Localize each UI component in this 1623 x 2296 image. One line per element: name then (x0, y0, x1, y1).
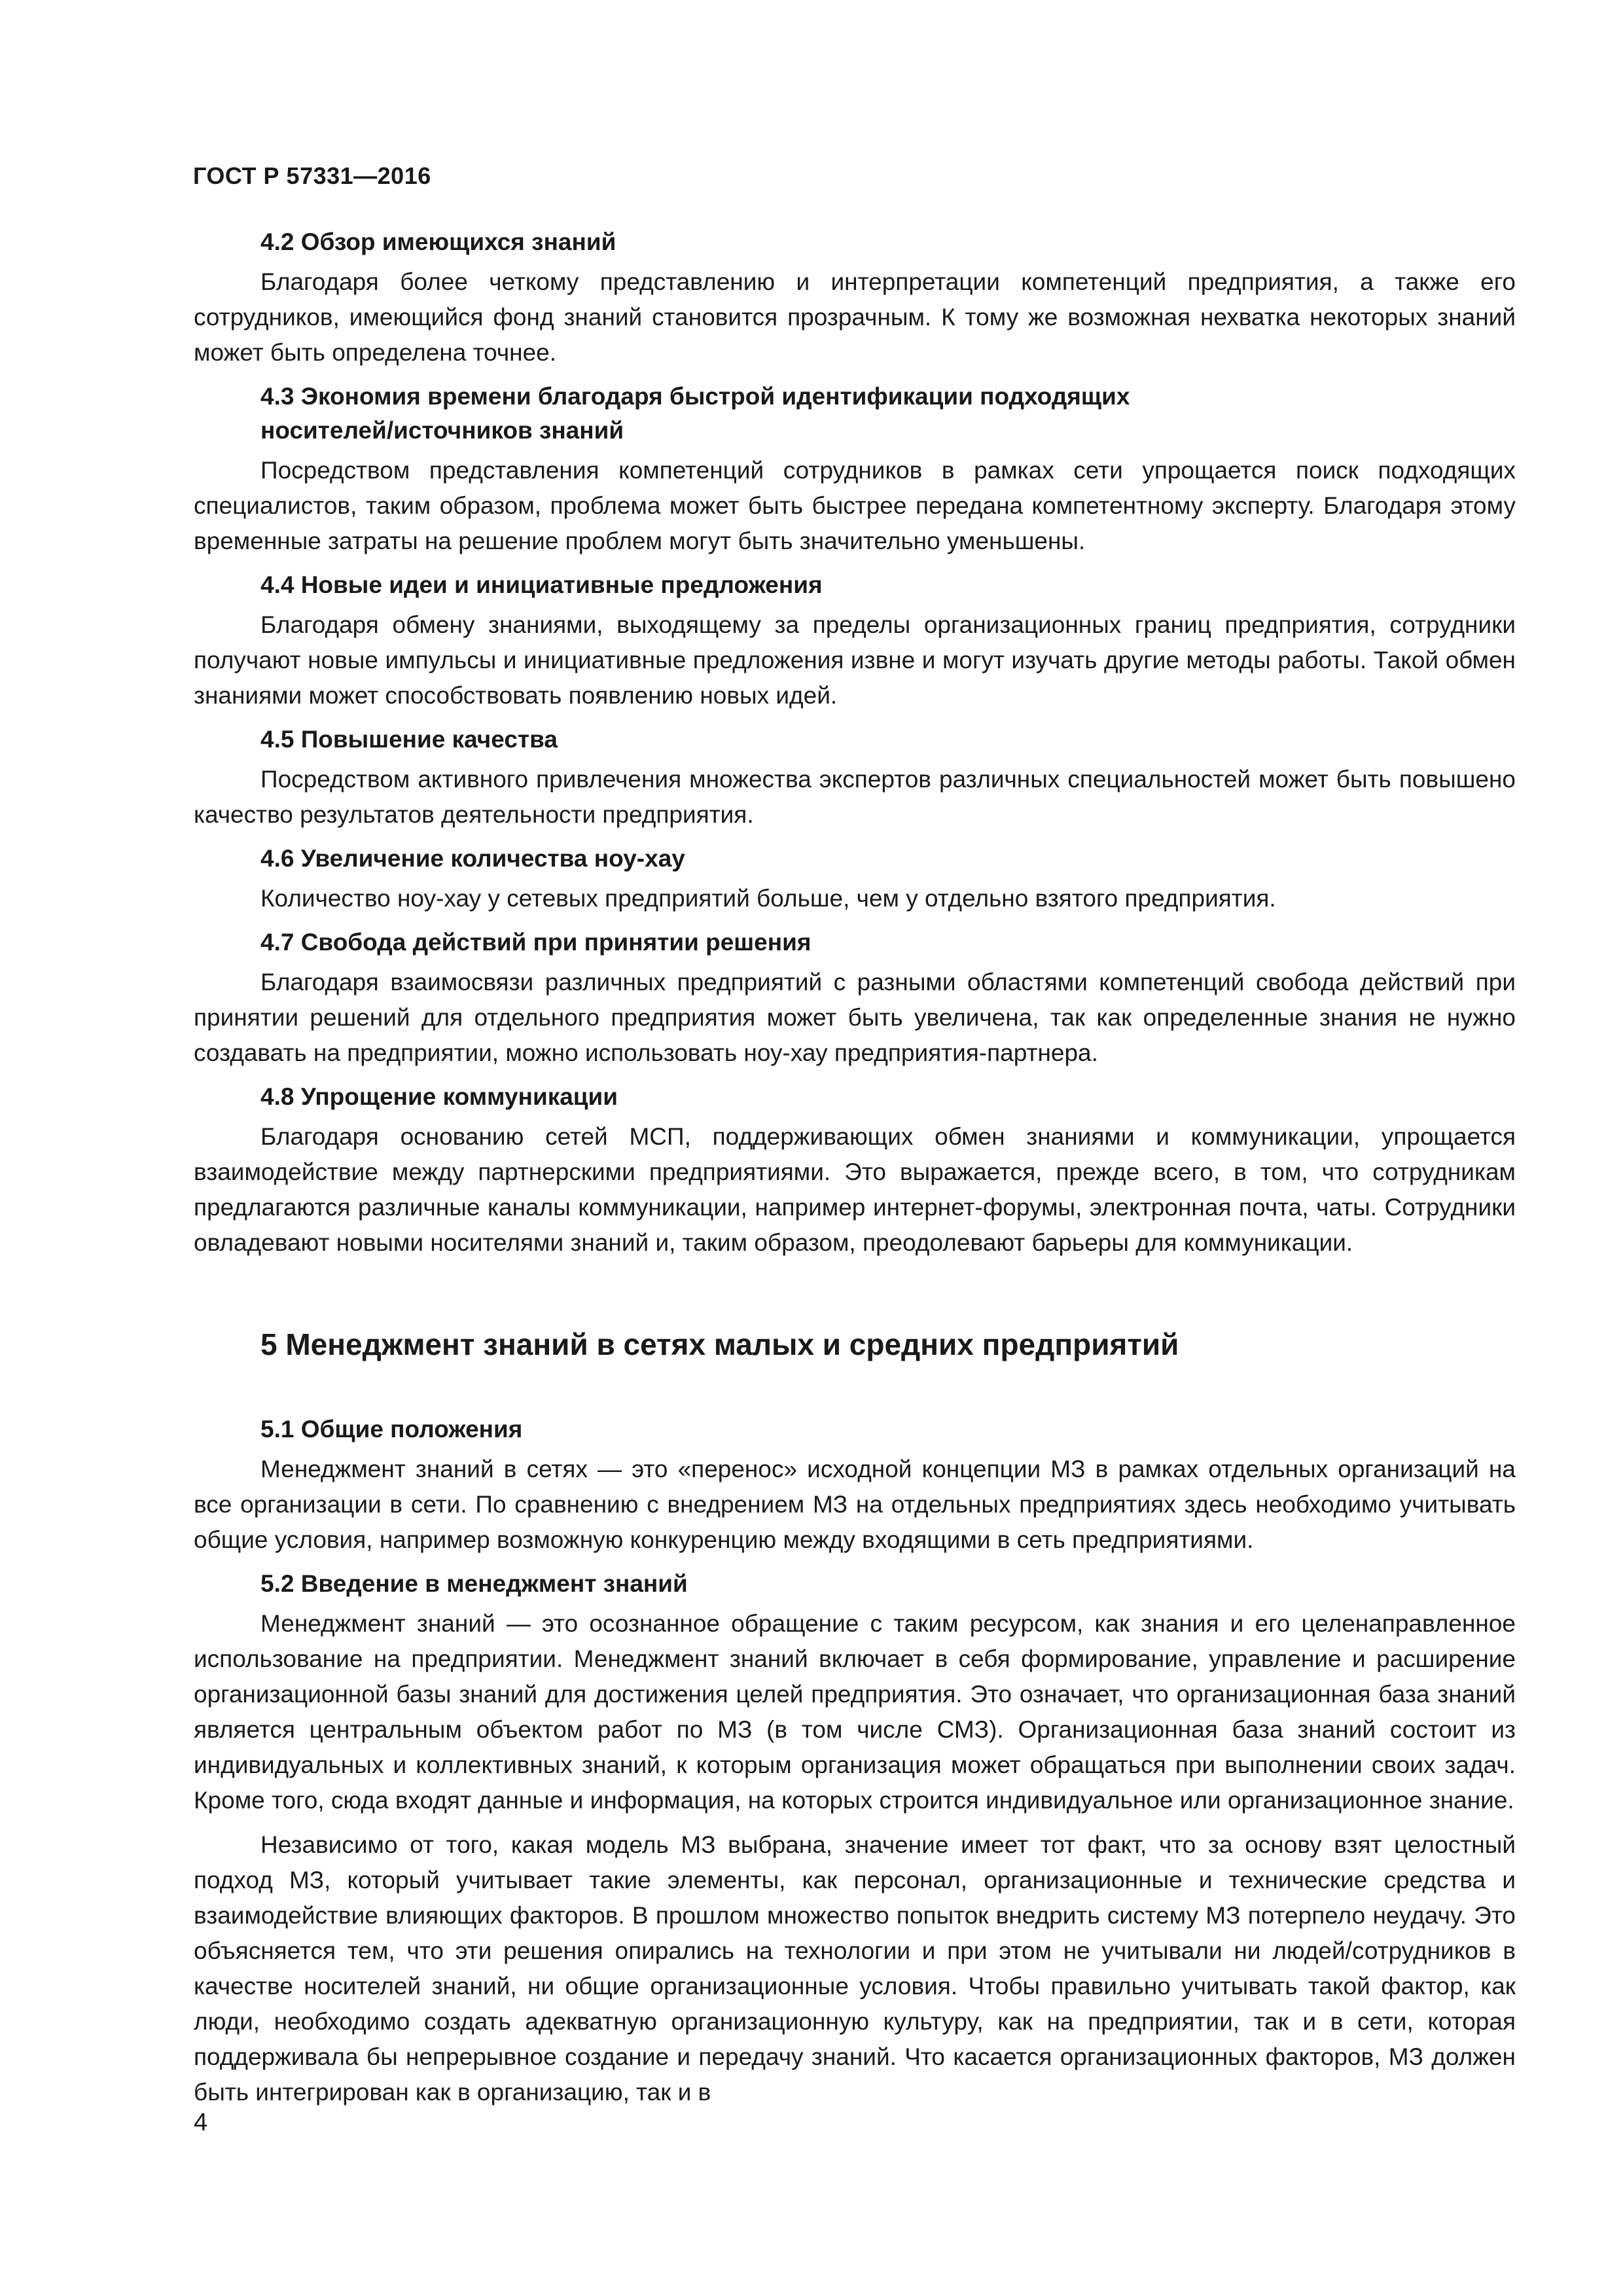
paragraph: Посредством активного привлечения множества экспертов различных специальностей может быть повышено качество результатов деятельности предприятия. (194, 766, 1516, 828)
section-5-1 (194, 1412, 1516, 1558)
section-4-4 (194, 568, 1516, 713)
section-heading: 4.8 Упрощение коммуникации (260, 1083, 618, 1110)
section-4-8 (194, 1080, 1516, 1261)
paragraph: Благодаря обмену знаниями, выходящему за пределы организационных границ предприятия, сотрудники получают новые импульсы и инициативные предложения извне и могут изучать другие методы работы. Такой обмен знаниями может способствовать появлению новых идей. (194, 611, 1516, 709)
section-heading: 5.1 Общие положения (260, 1416, 523, 1443)
section-4-7 (194, 925, 1516, 1071)
section-heading: 5.2 Введение в менеджмент знаний (260, 1570, 688, 1597)
section-heading: 4.4 Новые идеи и инициативные предложения (260, 571, 823, 598)
heading-line-1: 4.3 Экономия времени благодаря быстрой идентификации подходящих (260, 383, 1130, 410)
paragraph: Посредством представления компетенций сотрудников в рамках сети упрощается поиск подходящих специалистов, таким образом, проблема может быть быстрее передана компетентному эксперту. Благодаря этому временные затраты на решение проблем могут быть значительно уменьшены. (194, 457, 1516, 554)
section-heading: 4.5 Повышение качества (260, 726, 558, 753)
page-number: 4 (194, 2109, 208, 2136)
section-heading (194, 380, 1516, 448)
paragraph: Менеджмент знаний — это осознанное обращение с таким ресурсом, как знания и его целенаправленное использование на предприятии. Менеджмент знаний включает в себя формирование, управление и расширение организационной базы знаний для достижения целей предприятия. Это означает, что организационная база знаний является центральным объектом работ по МЗ (в том числе СМЗ). Организационная база знаний состоит из индивидуальных и коллективных знаний, к которым организация может обращаться при выполнении своих задач. Кроме того, сюда входят данные и информация, на которых строится индивидуальное или организационное знание. (194, 1610, 1516, 1814)
page-body (194, 225, 1516, 2118)
document-code: ГОСТ Р 57331—2016 (193, 162, 431, 189)
paragraph: Благодаря основанию сетей МСП, поддерживающих обмен знаниями и коммуникации, упрощается взаимодействие между партнерскими предприятиями. Это выражается, прежде всего, в том, что сотрудникам предлагаются различные каналы коммуникации, например интернет-форумы, электронная почта, чаты. Сотрудники овладевают новыми носителями знаний и, таким образом, преодолевают барьеры для коммуникации. (194, 1123, 1516, 1256)
paragraph: Благодаря более четкому представлению и интерпретации компетенций предприятия, а также его сотрудников, имеющийся фонд знаний становится прозрачным. К тому же возможная нехватка некоторых знаний может быть определена точнее. (194, 268, 1516, 366)
section-4-3 (194, 380, 1516, 559)
paragraph: Количество ноу-хау у сетевых предприятий больше, чем у отдельно взятого предприятия. (260, 885, 1276, 912)
section-heading: 4.7 Свобода действий при принятии решения (260, 929, 812, 956)
section-heading: 4.2 Обзор имеющихся знаний (260, 228, 616, 255)
paragraph: Менеджмент знаний в сетях — это «перенос» исходной концепции МЗ в рамках отдельных организаций на все организации в сети. По сравнению с внедрением МЗ на отдельных предприятиях здесь необходимо учитывать общие условия, например возможную конкуренцию между входящими в сеть предприятиями. (194, 1456, 1516, 1553)
chapter-heading: 5 Менеджмент знаний в сетях малых и средних предприятий (260, 1327, 1179, 1361)
section-heading: 4.6 Увеличение количества ноу-хау (260, 845, 685, 872)
paragraph: Независимо от того, какая модель МЗ выбрана, значение имеет тот факт, что за основу взят целостный подход МЗ, который учитывает такие элементы, как персонал, организационные и технические средства и взаимодействие влияющих факторов. В прошлом множество попыток внедрить систему МЗ потерпело неудачу. Это объясняется тем, что эти решения опирались на технологии и при этом не учитывали ни людей/сотрудников в качестве носителей знаний, ни общие организационные условия. Чтобы правильно учитывать такой фактор, как люди, необходимо создать адекватную организационную культуру, как на предприятии, так и в сети, которая поддерживала бы непрерывное создание и передачу знаний. Что касается организационных факторов, МЗ должен быть интегрирован как в организацию, так и в (194, 1831, 1516, 2106)
section-4-2 (194, 225, 1516, 370)
paragraph: Благодаря взаимосвязи различных предприятий с разными областями компетенций свобода действий при принятии решений для отдельного предприятия может быть увеличена, так как определенные знания не нужно создавать на предприятии, можно использовать ноу-хау предприятия-партнера. (194, 969, 1516, 1066)
heading-line-2: носителей/источников знаний (260, 417, 624, 444)
section-4-6 (194, 842, 1516, 916)
section-5-2 (194, 1567, 1516, 2110)
section-4-5 (194, 723, 1516, 833)
